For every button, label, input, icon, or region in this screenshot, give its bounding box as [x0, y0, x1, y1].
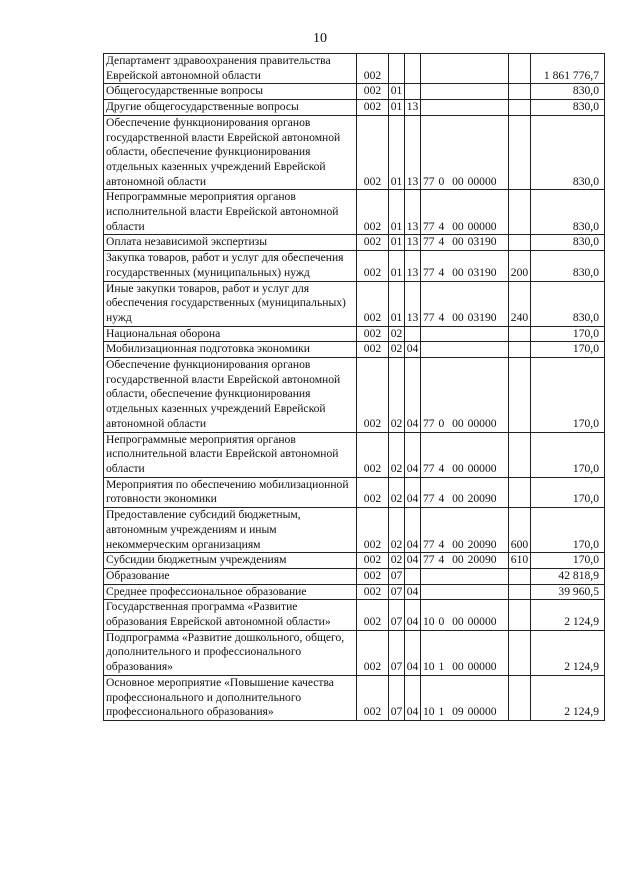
amount-cell: 42 818,9 [531, 568, 605, 584]
target-article-cell [421, 432, 509, 477]
ministry-code-cell: 002 [357, 251, 389, 281]
amount-cell: 170,0 [531, 358, 605, 433]
row-name-cell: Обеспечение функционирования органов государственной власти Еврейской автономной области, обеспечение функционирования отдельных казенных учреждений Еврейской автономной области [104, 358, 357, 433]
section-code-cell [389, 54, 405, 84]
target-article-cell [421, 630, 509, 675]
row-name-cell: Государственная программа «Развитие образования Еврейской автономной области» [104, 600, 357, 630]
ministry-code-cell: 002 [357, 600, 389, 630]
ministry-code-cell: 002 [357, 584, 389, 600]
subsection-code-cell: 13 [405, 281, 421, 326]
subsection-code-cell: 13 [405, 100, 421, 116]
row-name-cell: Оплата независимой экспертизы [104, 235, 357, 251]
amount-cell: 830,0 [531, 251, 605, 281]
target-article-text: 77 4 00 00000 [423, 219, 497, 233]
section-code-cell: 01 [389, 251, 405, 281]
ministry-code-cell: 002 [357, 326, 389, 342]
ministry-code-cell: 002 [357, 568, 389, 584]
expense-type-cell: 240 [509, 281, 531, 326]
expense-type-cell [509, 358, 531, 433]
row-name-cell: Обеспечение функционирования органов государственной власти Еврейской автономной области, обеспечение функционирования отдельных казенных учреждений Еврейской автономной области [104, 115, 357, 190]
target-article-text: 77 4 00 20090 [423, 492, 497, 506]
row-name-cell: Национальная оборона [104, 326, 357, 342]
ministry-code-cell: 002 [357, 100, 389, 116]
target-article-text: 10 1 09 00000 [423, 705, 497, 719]
table-row [104, 100, 605, 116]
table-body [104, 54, 605, 721]
table-row [104, 115, 605, 190]
subsection-code-cell: 04 [405, 508, 421, 553]
subsection-code-cell: 04 [405, 600, 421, 630]
table-row [104, 600, 605, 630]
row-name-cell: Среднее профессиональное образование [104, 584, 357, 600]
target-article-text: 77 0 00 00000 [423, 416, 497, 430]
subsection-code-cell [405, 568, 421, 584]
amount-cell: 170,0 [531, 326, 605, 342]
target-article-cell [421, 115, 509, 190]
section-code-cell: 02 [389, 342, 405, 358]
row-name-cell: Непрограммные мероприятия органов исполнительной власти Еврейской автономной области [104, 190, 357, 235]
row-name-cell: Мероприятия по обеспечению мобилизационной готовности экономики [104, 477, 357, 507]
section-code-cell: 02 [389, 477, 405, 507]
table-row [104, 281, 605, 326]
target-article-cell [421, 100, 509, 116]
section-code-cell: 01 [389, 115, 405, 190]
section-code-cell: 07 [389, 675, 405, 720]
amount-cell: 830,0 [531, 115, 605, 190]
subsection-code-cell: 04 [405, 630, 421, 675]
row-name-cell: Образование [104, 568, 357, 584]
amount-cell: 830,0 [531, 190, 605, 235]
ministry-code-cell: 002 [357, 675, 389, 720]
expense-type-cell [509, 584, 531, 600]
amount-cell: 2 124,9 [531, 630, 605, 675]
ministry-code-cell: 002 [357, 508, 389, 553]
subsection-code-cell: 04 [405, 675, 421, 720]
table-row [104, 190, 605, 235]
row-name-cell: Основное мероприятие «Повышение качества профессионального и дополнительного профессионального образования» [104, 675, 357, 720]
section-code-cell: 01 [389, 235, 405, 251]
row-name-cell: Непрограммные мероприятия органов исполнительной власти Еврейской автономной области [104, 432, 357, 477]
ministry-code-cell: 002 [357, 553, 389, 569]
row-name-cell: Субсидии бюджетным учреждениям [104, 553, 357, 569]
row-name-cell: Мобилизационная подготовка экономики [104, 342, 357, 358]
section-code-cell: 02 [389, 358, 405, 433]
subsection-code-cell [405, 326, 421, 342]
section-code-cell: 01 [389, 100, 405, 116]
subsection-code-cell: 04 [405, 432, 421, 477]
table-row [104, 675, 605, 720]
target-article-cell [421, 358, 509, 433]
expense-type-cell [509, 342, 531, 358]
ministry-code-cell: 002 [357, 358, 389, 433]
table-row [104, 553, 605, 569]
row-name-cell: Иные закупки товаров, работ и услуг для обеспечения государственных (муниципальных) нужд [104, 281, 357, 326]
expense-type-cell [509, 235, 531, 251]
target-article-cell [421, 84, 509, 100]
table-row [104, 508, 605, 553]
amount-cell: 2 124,9 [531, 600, 605, 630]
target-article-cell [421, 54, 509, 84]
ministry-code-cell: 002 [357, 477, 389, 507]
target-article-cell [421, 553, 509, 569]
target-article-text: 77 4 00 20090 [423, 537, 497, 551]
target-article-text: 77 0 00 00000 [423, 174, 497, 188]
row-name-cell: Подпрограмма «Развитие дошкольного, общего, дополнительного и профессионального образования» [104, 630, 357, 675]
ministry-code-cell: 002 [357, 281, 389, 326]
row-name-cell: Общегосударственные вопросы [104, 84, 357, 100]
section-code-cell: 02 [389, 432, 405, 477]
target-article-cell [421, 600, 509, 630]
section-code-cell: 07 [389, 630, 405, 675]
expense-type-cell [509, 326, 531, 342]
row-name-cell: Предоставление субсидий бюджетным, автономным учреждениям и иным некоммерческим организациям [104, 508, 357, 553]
target-article-cell [421, 675, 509, 720]
table-row [104, 630, 605, 675]
section-code-cell: 02 [389, 326, 405, 342]
target-article-text: 77 4 00 00000 [423, 461, 497, 475]
expense-type-cell [509, 477, 531, 507]
section-code-cell: 07 [389, 600, 405, 630]
subsection-code-cell: 13 [405, 235, 421, 251]
amount-cell: 170,0 [531, 477, 605, 507]
table-row [104, 584, 605, 600]
expense-type-cell [509, 600, 531, 630]
expense-type-cell [509, 190, 531, 235]
target-article-text: 77 4 00 20090 [423, 553, 497, 567]
ministry-code-cell: 002 [357, 432, 389, 477]
expense-type-cell: 610 [509, 553, 531, 569]
target-article-text: 10 0 00 00000 [423, 615, 497, 629]
expense-type-cell [509, 115, 531, 190]
amount-cell: 2 124,9 [531, 675, 605, 720]
table-row [104, 84, 605, 100]
ministry-code-cell: 002 [357, 115, 389, 190]
amount-cell: 830,0 [531, 281, 605, 326]
page-number: 10 [313, 31, 327, 46]
table-row [104, 477, 605, 507]
target-article-cell [421, 326, 509, 342]
target-article-cell [421, 235, 509, 251]
target-article-text: 77 4 00 03190 [423, 310, 497, 324]
table-row [104, 54, 605, 84]
table-row [104, 251, 605, 281]
subsection-code-cell: 04 [405, 342, 421, 358]
target-article-text: 77 4 00 03190 [423, 235, 497, 249]
ministry-code-cell: 002 [357, 630, 389, 675]
subsection-code-cell [405, 54, 421, 84]
subsection-code-cell: 04 [405, 584, 421, 600]
amount-cell: 170,0 [531, 553, 605, 569]
target-article-cell [421, 508, 509, 553]
target-article-cell [421, 281, 509, 326]
amount-cell: 1 861 776,7 [531, 54, 605, 84]
ministry-code-cell: 002 [357, 84, 389, 100]
subsection-code-cell: 04 [405, 358, 421, 433]
ministry-code-cell: 002 [357, 342, 389, 358]
section-code-cell: 07 [389, 568, 405, 584]
expense-type-cell: 200 [509, 251, 531, 281]
section-code-cell: 01 [389, 281, 405, 326]
amount-cell: 170,0 [531, 432, 605, 477]
subsection-code-cell: 04 [405, 553, 421, 569]
expense-type-cell [509, 675, 531, 720]
subsection-code-cell [405, 84, 421, 100]
expense-type-cell [509, 100, 531, 116]
amount-cell: 830,0 [531, 84, 605, 100]
expense-type-cell [509, 630, 531, 675]
target-article-cell [421, 190, 509, 235]
table-row [104, 342, 605, 358]
section-code-cell: 02 [389, 553, 405, 569]
target-article-text: 10 1 00 00000 [423, 660, 497, 674]
ministry-code-cell: 002 [357, 235, 389, 251]
ministry-code-cell: 002 [357, 54, 389, 84]
amount-cell: 830,0 [531, 235, 605, 251]
subsection-code-cell: 13 [405, 190, 421, 235]
budget-table [103, 53, 605, 721]
target-article-cell [421, 584, 509, 600]
subsection-code-cell: 13 [405, 115, 421, 190]
amount-cell: 39 960,5 [531, 584, 605, 600]
subsection-code-cell: 04 [405, 477, 421, 507]
table-row [104, 235, 605, 251]
ministry-code-cell: 002 [357, 190, 389, 235]
target-article-cell [421, 568, 509, 584]
row-name-cell: Закупка товаров, работ и услуг для обеспечения государственных (муниципальных) нужд [104, 251, 357, 281]
target-article-text: 77 4 00 03190 [423, 265, 497, 279]
amount-cell: 170,0 [531, 342, 605, 358]
section-code-cell: 01 [389, 84, 405, 100]
amount-cell: 170,0 [531, 508, 605, 553]
expense-type-cell [509, 568, 531, 584]
table-row [104, 432, 605, 477]
table-row [104, 568, 605, 584]
target-article-cell [421, 477, 509, 507]
subsection-code-cell: 13 [405, 251, 421, 281]
section-code-cell: 01 [389, 190, 405, 235]
expense-type-cell: 600 [509, 508, 531, 553]
table-row [104, 358, 605, 433]
row-name-cell: Департамент здравоохранения правительства Еврейской автономной области [104, 54, 357, 84]
section-code-cell: 02 [389, 508, 405, 553]
table-row [104, 326, 605, 342]
section-code-cell: 07 [389, 584, 405, 600]
amount-cell: 830,0 [531, 100, 605, 116]
target-article-cell [421, 251, 509, 281]
expense-type-cell [509, 432, 531, 477]
row-name-cell: Другие общегосударственные вопросы [104, 100, 357, 116]
target-article-cell [421, 342, 509, 358]
expense-type-cell [509, 54, 531, 84]
expense-type-cell [509, 84, 531, 100]
